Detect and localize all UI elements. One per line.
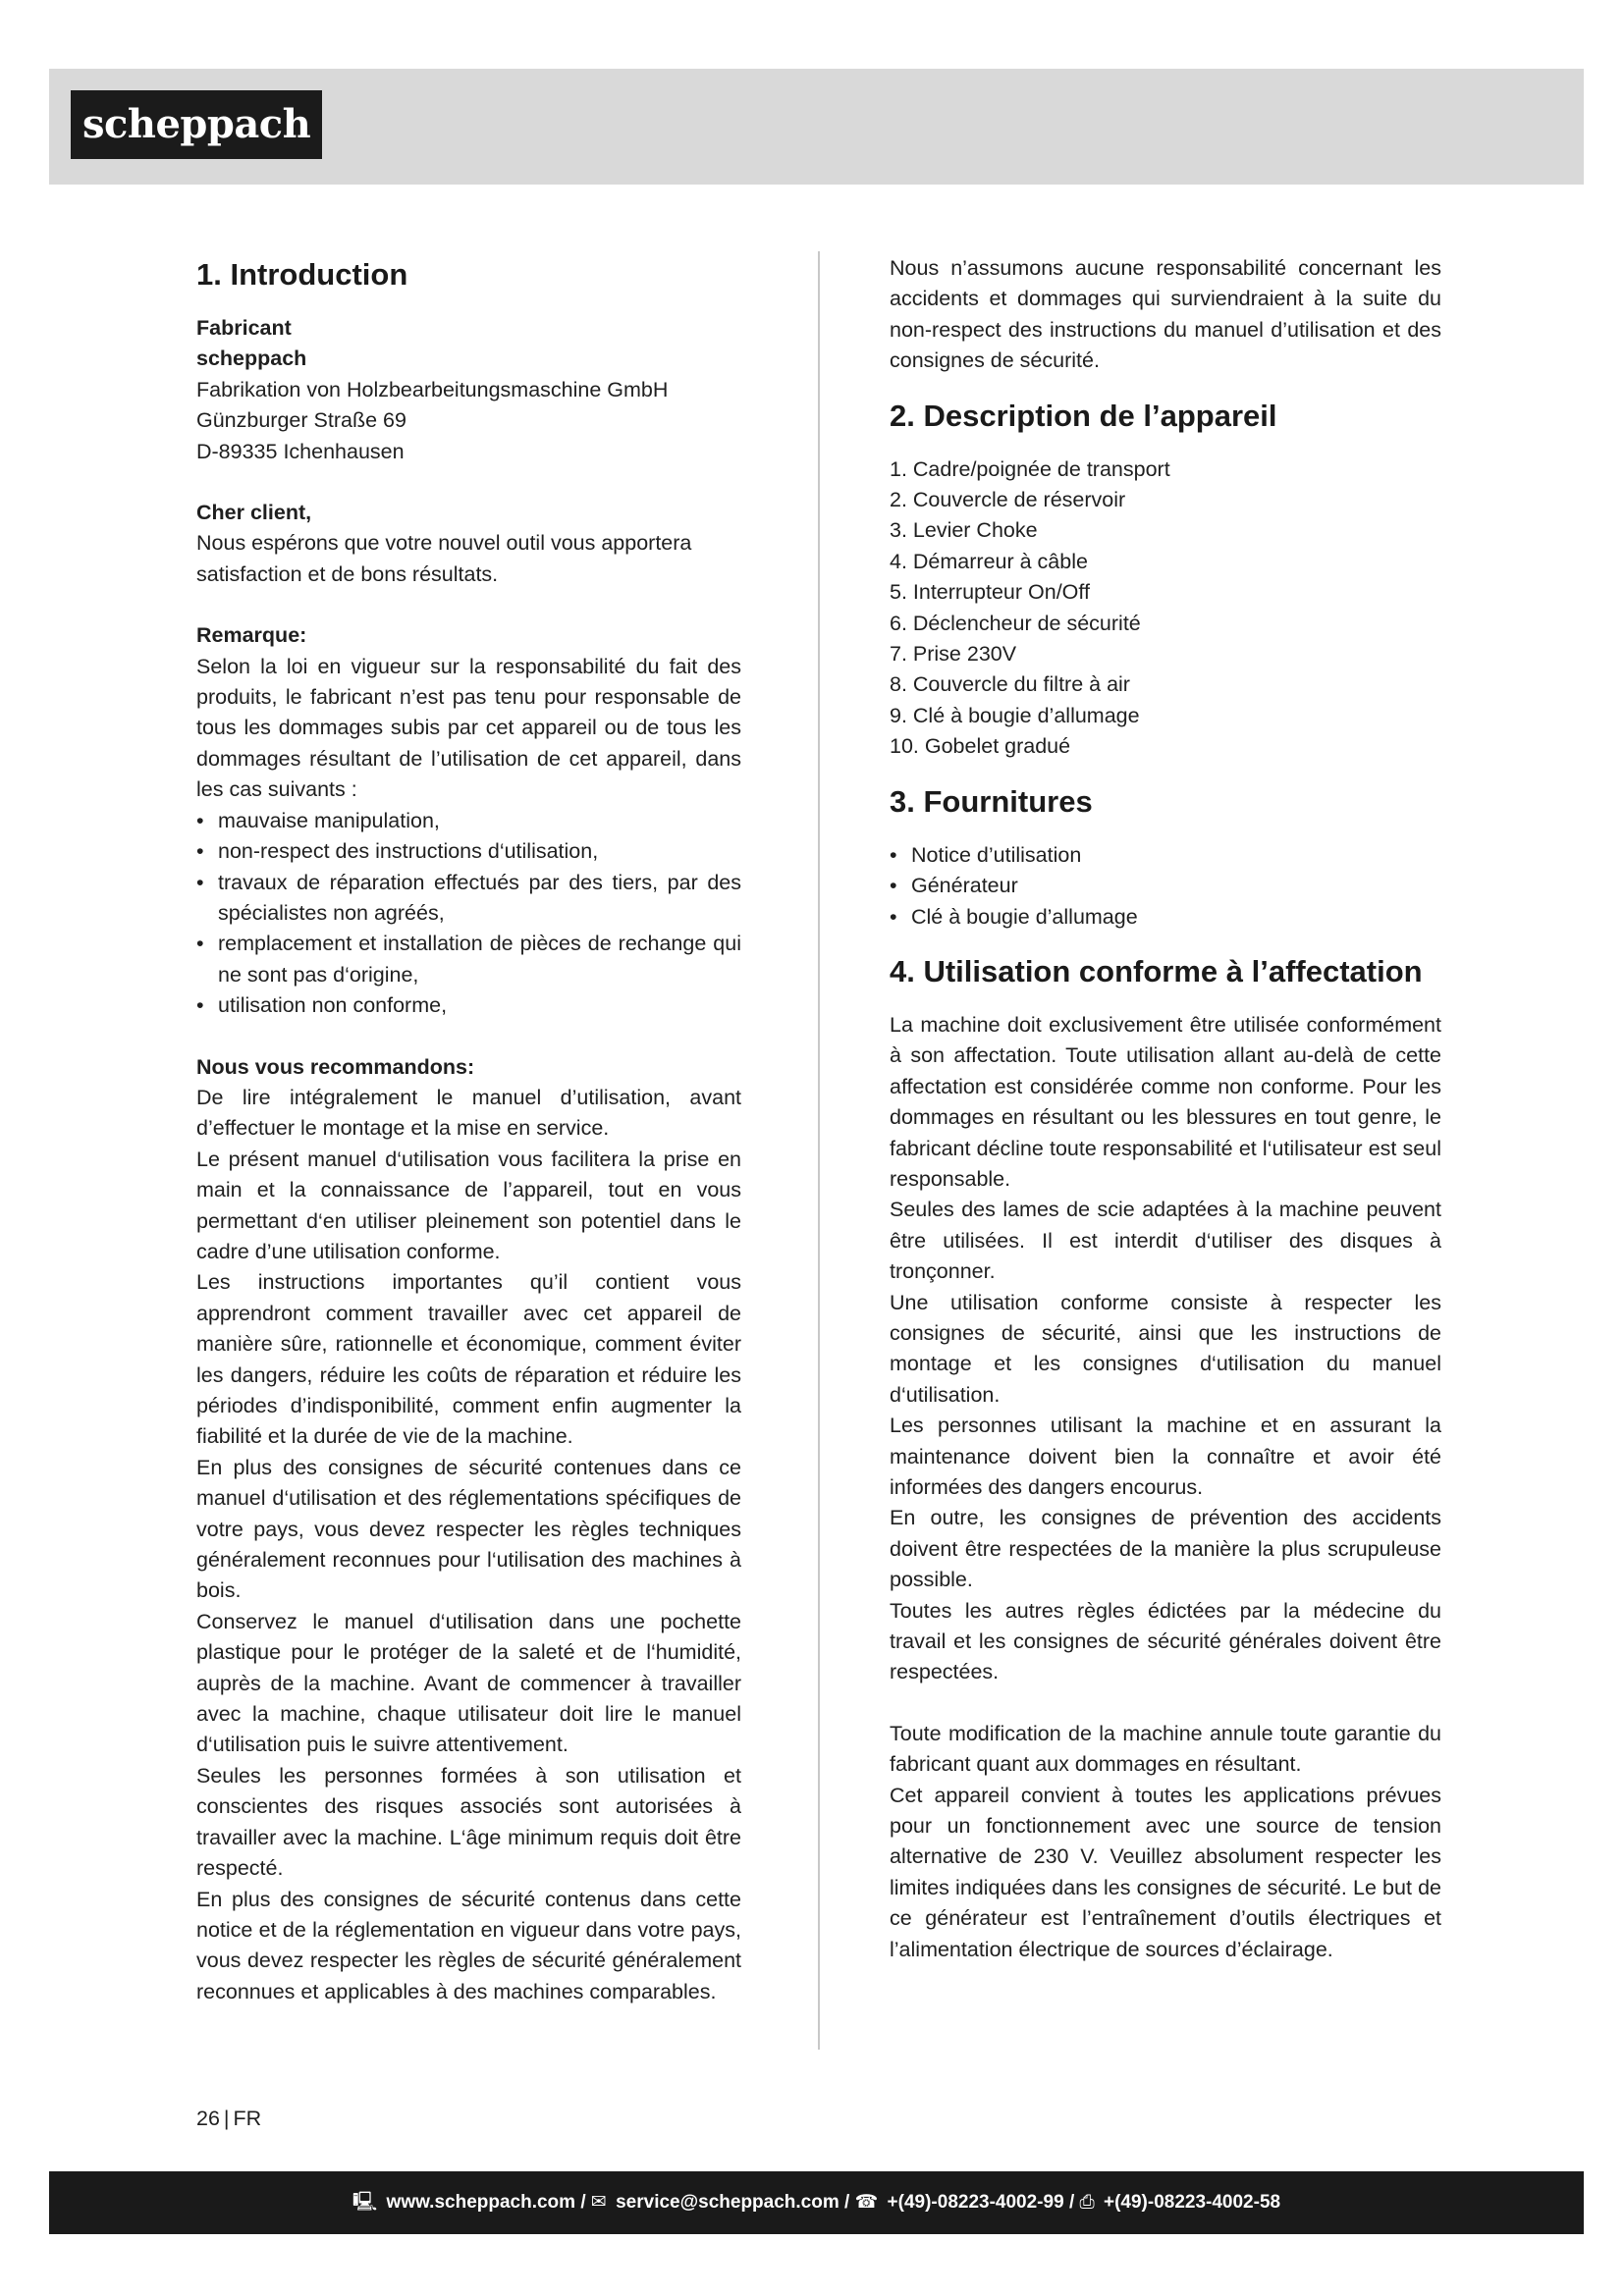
footer-separator: /	[1068, 2192, 1075, 2213]
recommend-block	[196, 1052, 741, 2008]
list-item: • utilisation non conforme,	[196, 990, 741, 1021]
supplies-list	[890, 840, 1441, 933]
list-item: 9. Clé à bougie d’allumage	[890, 703, 1140, 727]
parts-list	[890, 454, 1441, 763]
list-item: 6. Déclencheur de sécurité	[890, 611, 1141, 635]
list-item: • remplacement et installation de pièces de rechange qui ne sont pas d‘origine,	[196, 929, 741, 990]
list-item: 10. Gobelet gradué	[890, 734, 1071, 759]
section-heading-usage: 4. Utilisation conforme à l’affectation	[890, 953, 1423, 988]
manufacturer-block	[196, 313, 741, 467]
list-item: 3. Levier Choke	[890, 518, 1038, 543]
list-item: • travaux de réparation effectués par des tiers, par des spécialistes non agréés,	[196, 868, 741, 930]
usage-paragraph: En outre, les consignes de prévention des accidents doivent être respectées de la manière la plus scrupuleuse possible.	[890, 1506, 1441, 1592]
footer-website[interactable]: www.scheppach.com	[386, 2192, 576, 2213]
footer-separator: /	[844, 2192, 850, 2213]
manufacturer-street: Günzburger Straße 69	[196, 408, 406, 433]
list-item: 5. Interrupteur On/Off	[890, 580, 1090, 605]
list-item: • non-respect des instructions d‘utilisation,	[196, 836, 741, 867]
manufacturer-name: scheppach	[196, 347, 307, 371]
list-item: 8. Couvercle du filtre à air	[890, 672, 1130, 697]
phone-icon: ☎	[854, 2192, 879, 2213]
usage-paragraph: La machine doit exclusivement être utilisée conformément à son affectation. Toute utilisation allant au-delà de cette affectation est considérée comme non conforme. Pour les dommages en résultant ou les blessures en tout genre, le fabricant décline toute responsabilité et l‘utilisateur est seul responsable.	[890, 1012, 1441, 1191]
usage-paragraph: Seules des lames de scie adaptées à la machine peuvent être utilisées. Il est interdit d‘utiliser des disques à tronçonner.	[890, 1198, 1441, 1284]
footer-bar	[49, 2171, 1584, 2234]
recommend-paragraph: De lire intégralement le manuel d’utilisation, avant d’effectuer le montage et la mise en service.	[196, 1085, 741, 1141]
page-language: FR	[233, 2107, 262, 2130]
section-heading-introduction: 1. Introduction	[196, 257, 408, 292]
remark-title: Remarque:	[196, 623, 307, 648]
recommend-title: Nous vous recommandons:	[196, 1054, 475, 1079]
right-column	[890, 253, 1441, 1965]
column-divider	[818, 251, 820, 2050]
manufacturer-label: Fabricant	[196, 316, 292, 340]
recommend-paragraph: Le présent manuel d‘utilisation vous facilitera la prise en main et la connaissance de l’appareil, tout en vous permettant d‘en utiliser pleinement son potentiel dans le cadre d’une utilisation conforme.	[196, 1147, 741, 1263]
recommend-paragraph: En plus des consignes de sécurité contenus dans cette notice et de la réglementation en vigueur dans votre pays, vous devez respecter les règles de sécurité généralement reconnues et applicables à des machines comparables.	[196, 1887, 741, 2003]
recommend-paragraph: Les instructions importantes qu’il contient vous apprendront comment travailler avec cet appareil de manière sûre, rationnelle et économique, comment éviter les dangers, réduire les coûts de réparation et réduire les périodes d’indisponibilité, comment enfin augmenter la fiabilité et la durée de vie de la machine.	[196, 1270, 741, 1449]
list-item: 4. Démarreur à câble	[890, 549, 1088, 573]
usage-paragraph: Une utilisation conforme consiste à respecter les consignes de sécurité, ainsi que les instructions de montage et les consignes d‘utilisation du manuel d‘utilisation.	[890, 1290, 1441, 1407]
remark-block	[196, 620, 741, 1021]
client-title: Cher client,	[196, 501, 312, 525]
scheppach-logo: scheppach	[71, 90, 322, 159]
client-text: Nous espérons que votre nouvel outil vous apportera satisfaction et de bons résultats.	[196, 531, 692, 586]
recommend-paragraph: En plus des consignes de sécurité contenues dans ce manuel d‘utilisation et des réglementations spécifiques de votre pays, vous devez respecter les règles techniques généralement reconnues pour l‘utilisation des machines à bois.	[196, 1455, 741, 1603]
manufacturer-city: D-89335 Ichenhausen	[196, 439, 405, 463]
fax-icon: ⎙	[1079, 2192, 1095, 2213]
computer-icon: 🖳	[352, 2192, 378, 2213]
usage-paragraph: Toutes les autres règles édictées par la médecine du travail et les consignes de sécurité générales doivent être respectées.	[890, 1598, 1441, 1684]
remark-text: Selon la loi en vigueur sur la responsabilité du fait des produits, le fabricant n’est pas tenu pour responsable de tous les dommages subis par cet appareil ou de tous les dommages résultant de l’utilisation de cet appareil, dans les cas suivants :	[196, 654, 741, 802]
list-item: • mauvaise manipulation,	[196, 806, 741, 836]
header-bar	[49, 69, 1584, 185]
list-item: 2. Couvercle de réservoir	[890, 488, 1126, 512]
section-heading-supplies: 3. Fournitures	[890, 783, 1093, 819]
footer-phone: +(49)-08223-4002-99	[887, 2192, 1064, 2213]
footer-fax: +(49)-08223-4002-58	[1103, 2192, 1281, 2213]
client-block	[196, 498, 741, 590]
usage-paragraph: Cet appareil convient à toutes les applications prévues pour un fonctionnement avec une source de tension alternative de 230 V. Veuillez absolument respecter les limites indiquées dans les consignes de sécurité. Le but de ce générateur est l’entraînement d’outils électriques et l’alimentation électrique de sources d’éclairage.	[890, 1783, 1441, 1961]
page-number-value: 26	[196, 2107, 220, 2130]
list-item: 1. Cadre/poignée de transport	[890, 456, 1170, 481]
footer-separator: /	[580, 2192, 586, 2213]
manufacturer-company: Fabrikation von Holzbearbeitungsmaschine GmbH	[196, 377, 669, 401]
usage-paragraph: Les personnes utilisant la machine et en assurant la maintenance doivent bien la connaître et avoir été informées des dangers encourus.	[890, 1414, 1441, 1499]
email-icon: ✉	[590, 2192, 607, 2213]
recommend-paragraph: Conservez le manuel d‘utilisation dans une pochette plastique pour le protéger de la saleté et de l‘humidité, auprès de la machine. Avant de commencer à travailler avec la machine, chaque utilisateur doit lire le manuel d‘utilisation puis le suivre attentivement.	[196, 1609, 741, 1757]
section-heading-description: 2. Description de l’appareil	[890, 398, 1277, 433]
liability-text: Nous n’assumons aucune responsabilité concernant les accidents et dommages qui surviendraient à la suite du non-respect des instructions du manuel d’utilisation et des consignes de sécurité.	[890, 256, 1441, 373]
list-item: • Clé à bougie d’allumage	[890, 902, 1441, 933]
recommend-paragraph: Seules les personnes formées à son utilisation et conscientes des risques associés sont autorisées à travailler avec la machine. L‘âge minimum requis doit être respecté.	[196, 1763, 741, 1881]
remark-bullet-list	[196, 806, 741, 1022]
list-item: • Notice d’utilisation	[890, 840, 1441, 871]
list-item: • Générateur	[890, 871, 1441, 901]
usage-paragraph: Toute modification de la machine annule toute garantie du fabricant quant aux dommages en résultant.	[890, 1721, 1441, 1777]
page-number: 26 | FR	[196, 2107, 262, 2130]
footer-email[interactable]: service@scheppach.com	[616, 2192, 839, 2213]
left-column	[196, 253, 741, 2007]
list-item: 7. Prise 230V	[890, 642, 1017, 667]
